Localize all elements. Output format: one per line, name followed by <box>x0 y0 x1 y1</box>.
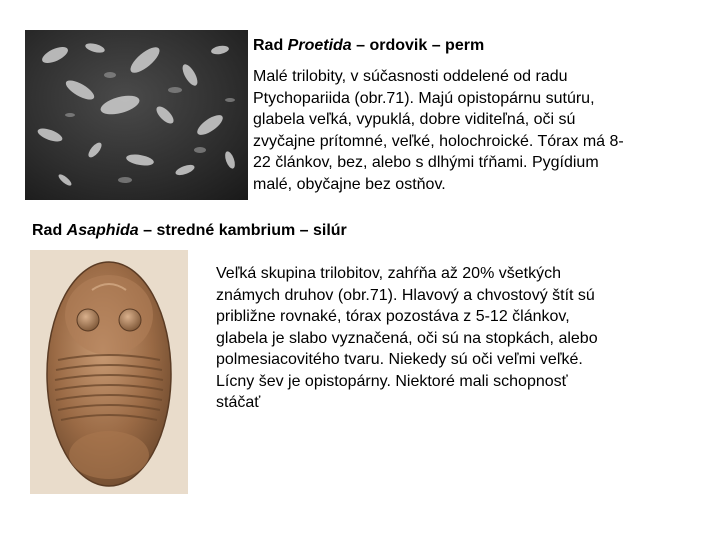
asaphida-line: približne rovnaké, tórax pozostáva z 5-12 článkov, <box>216 308 570 325</box>
proetida-description <box>253 66 693 195</box>
trilobite-fossil-icon <box>30 250 188 494</box>
fossil-rock-icon <box>25 30 248 200</box>
asaphida-description <box>216 263 666 414</box>
asaphida-photo-svg <box>30 250 188 494</box>
proetida-heading-range: – ordovik – perm <box>351 37 485 54</box>
asaphida-heading <box>32 221 347 241</box>
proetida-heading-taxon: Proetida <box>287 37 352 54</box>
proetida-line: Malé trilobity, v súčasnosti oddelené od radu <box>253 68 568 85</box>
proetida-line: malé, obyčajne bez ostňov. <box>253 175 446 193</box>
proetida-line: 22 článkov, bez, alebo s dlhými tŕňami. Pygídium <box>253 154 599 171</box>
asaphida-line: Lícny šev je opistopárny. Niektoré mali schopnosť <box>216 372 568 390</box>
asaphida-heading-prefix: Rad <box>32 222 67 239</box>
asaphida-line: Veľká skupina trilobitov, zahŕňa až 20% všetkých <box>216 265 561 282</box>
proetida-line: glabela veľká, vypuklá, dobre viditeľná, oči sú <box>253 111 576 128</box>
proetida-heading <box>253 36 484 56</box>
asaphida-line: polmesiacovitého tvaru. Niekedy sú oči veľmi veľké. <box>216 351 583 368</box>
asaphida-line: známych druhov (obr.71). Hlavový a chvostový štít sú <box>216 286 595 304</box>
proetida-line: Ptychopariida (obr.71). Majú opistopárnu sutúru, <box>253 89 595 107</box>
proetida-line: zvyčajne prítomné, veľké, holochroické. Tórax má 8- <box>253 132 624 150</box>
asaphida-heading-range: – stredné kambrium – silúr <box>138 222 347 239</box>
proetida-heading-prefix: Rad <box>253 37 288 54</box>
asaphida-line: glabela je slabo vyznačená, oči sú na stopkách, alebo <box>216 329 598 347</box>
asaphida-heading-taxon: Asaphida <box>66 222 139 239</box>
proetida-photo-svg <box>25 30 248 200</box>
asaphida-line: stáčať <box>216 394 261 411</box>
